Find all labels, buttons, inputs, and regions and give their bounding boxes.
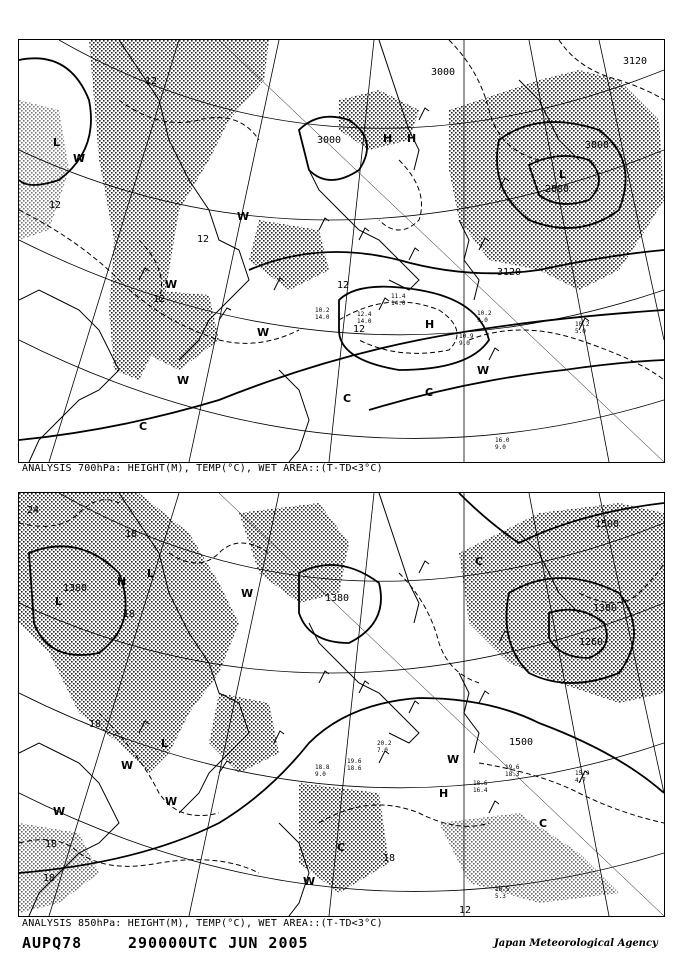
isotherm-label: 24 — [27, 505, 40, 516]
warm-symbol: W — [477, 364, 490, 377]
high-pressure-symbol: H — [117, 575, 127, 588]
warm-symbol: W — [177, 374, 190, 387]
contour-label: 3000 — [317, 135, 342, 146]
map-panel-850hpa — [18, 492, 665, 917]
contour-label: 1380 — [593, 603, 618, 614]
station-value: 16.5 — [495, 886, 510, 893]
low-pressure-symbol: L — [147, 567, 155, 580]
station-value: 10.2 — [315, 307, 330, 314]
cold-symbol: C — [337, 841, 346, 854]
low-pressure-symbol: L — [55, 595, 63, 608]
station-value: 9.0 — [477, 317, 488, 324]
station-value: 9.0 — [459, 340, 470, 347]
cold-symbol: C — [139, 420, 148, 433]
isotherm-label: 12 — [353, 324, 366, 335]
isotherm-label: 18 — [43, 873, 56, 884]
warm-symbol: W — [241, 587, 254, 600]
map-850hpa-svg — [19, 493, 664, 916]
isotherm-label: 18 — [45, 839, 58, 850]
station-value: 19.6 — [505, 764, 520, 771]
high-pressure-symbol: H — [425, 318, 435, 331]
isotherm-label: 12 — [153, 294, 166, 305]
station-value: 5.0 — [575, 328, 586, 335]
isotherm-label: 12 — [337, 280, 350, 291]
cold-symbol: C — [343, 392, 352, 405]
cold-symbol: C — [539, 817, 548, 830]
contour-label: 1500 — [595, 519, 620, 530]
map-700hpa-svg — [19, 40, 664, 462]
station-value: 15.9 — [575, 770, 590, 777]
agency-name: Japan Meteorological Agency — [494, 938, 658, 949]
warm-symbol: W — [121, 759, 134, 772]
cold-symbol: C — [475, 555, 484, 568]
high-pressure-symbol: H — [439, 787, 449, 800]
warm-symbol: W — [73, 152, 86, 165]
isotherm-label: 18 — [89, 719, 102, 730]
station-value: 11.4 — [391, 293, 406, 300]
contour-label: 3000 — [431, 67, 456, 78]
warm-symbol: W — [165, 278, 178, 291]
contour-label: 3000 — [585, 140, 610, 151]
station-value: 14.0 — [315, 314, 330, 321]
warm-symbol: W — [53, 805, 66, 818]
station-value: 18.6 — [473, 780, 488, 787]
station-value: 20.2 — [377, 740, 392, 747]
low-pressure-symbol: L — [559, 168, 567, 181]
station-value: 4.7 — [575, 777, 586, 784]
station-value: 5.3 — [495, 893, 506, 900]
warm-symbol: W — [447, 753, 460, 766]
warm-symbol: W — [237, 210, 250, 223]
station-value: 16.4 — [473, 787, 488, 794]
station-value: 9.0 — [495, 444, 506, 451]
station-value: 18.8 — [315, 764, 330, 771]
panel-caption-850hpa: ANALYSIS 850hPa: HEIGHT(M), TEMP(°C), WET AREA::(T-TD<3°C) — [22, 918, 383, 929]
station-value: 14.0 — [357, 318, 372, 325]
station-value: 10.2 — [575, 321, 590, 328]
isotherm-label: 12 — [145, 76, 158, 87]
station-value: 16.0 — [495, 437, 510, 444]
cold-symbol: C — [425, 386, 434, 399]
contour-label: 1260 — [579, 637, 604, 648]
station-value: 10.2 — [477, 310, 492, 317]
warm-symbol: W — [165, 795, 178, 808]
station-value: 9.0 — [315, 771, 326, 778]
station-value: 14.0 — [391, 300, 406, 307]
warm-symbol: W — [303, 875, 316, 888]
contour-label: 1500 — [509, 737, 534, 748]
contour-label: 2880 — [545, 184, 570, 195]
wet-area-shading — [19, 40, 664, 380]
station-value: 12.4 — [357, 311, 372, 318]
station-value: 18.3 — [505, 771, 520, 778]
contour-label: 1380 — [63, 583, 88, 594]
station-value: 18.6 — [347, 765, 362, 772]
valid-time: 290000UTC JUN 2005 — [128, 934, 309, 952]
isotherm-label: 18 — [123, 609, 136, 620]
contour-label: 3120 — [623, 56, 648, 67]
isotherm-label: 12 — [459, 905, 472, 916]
isotherm-label: 12 — [197, 234, 210, 245]
chart-id: AUPQ78 — [22, 934, 83, 952]
station-value: 19.6 — [347, 758, 362, 765]
warm-symbol: W — [257, 326, 270, 339]
isotherm-label: 18 — [125, 529, 138, 540]
isotherm-label: 18 — [383, 853, 396, 864]
map-panel-700hpa — [18, 39, 665, 463]
isotherm-label: 12 — [49, 200, 62, 211]
low-pressure-symbol: L — [53, 136, 61, 149]
low-pressure-symbol: L — [161, 737, 169, 750]
contour-label: 3120 — [497, 267, 522, 278]
station-value: 10.9 — [459, 333, 474, 340]
contour-label: 1380 — [325, 593, 350, 604]
high-pressure-symbol: H — [407, 132, 417, 145]
high-pressure-symbol: H — [383, 132, 393, 145]
panel-caption-700hpa: ANALYSIS 700hPa: HEIGHT(M), TEMP(°C), WET AREA::(T-TD<3°C) — [22, 463, 383, 474]
station-value: 7.0 — [377, 747, 388, 754]
